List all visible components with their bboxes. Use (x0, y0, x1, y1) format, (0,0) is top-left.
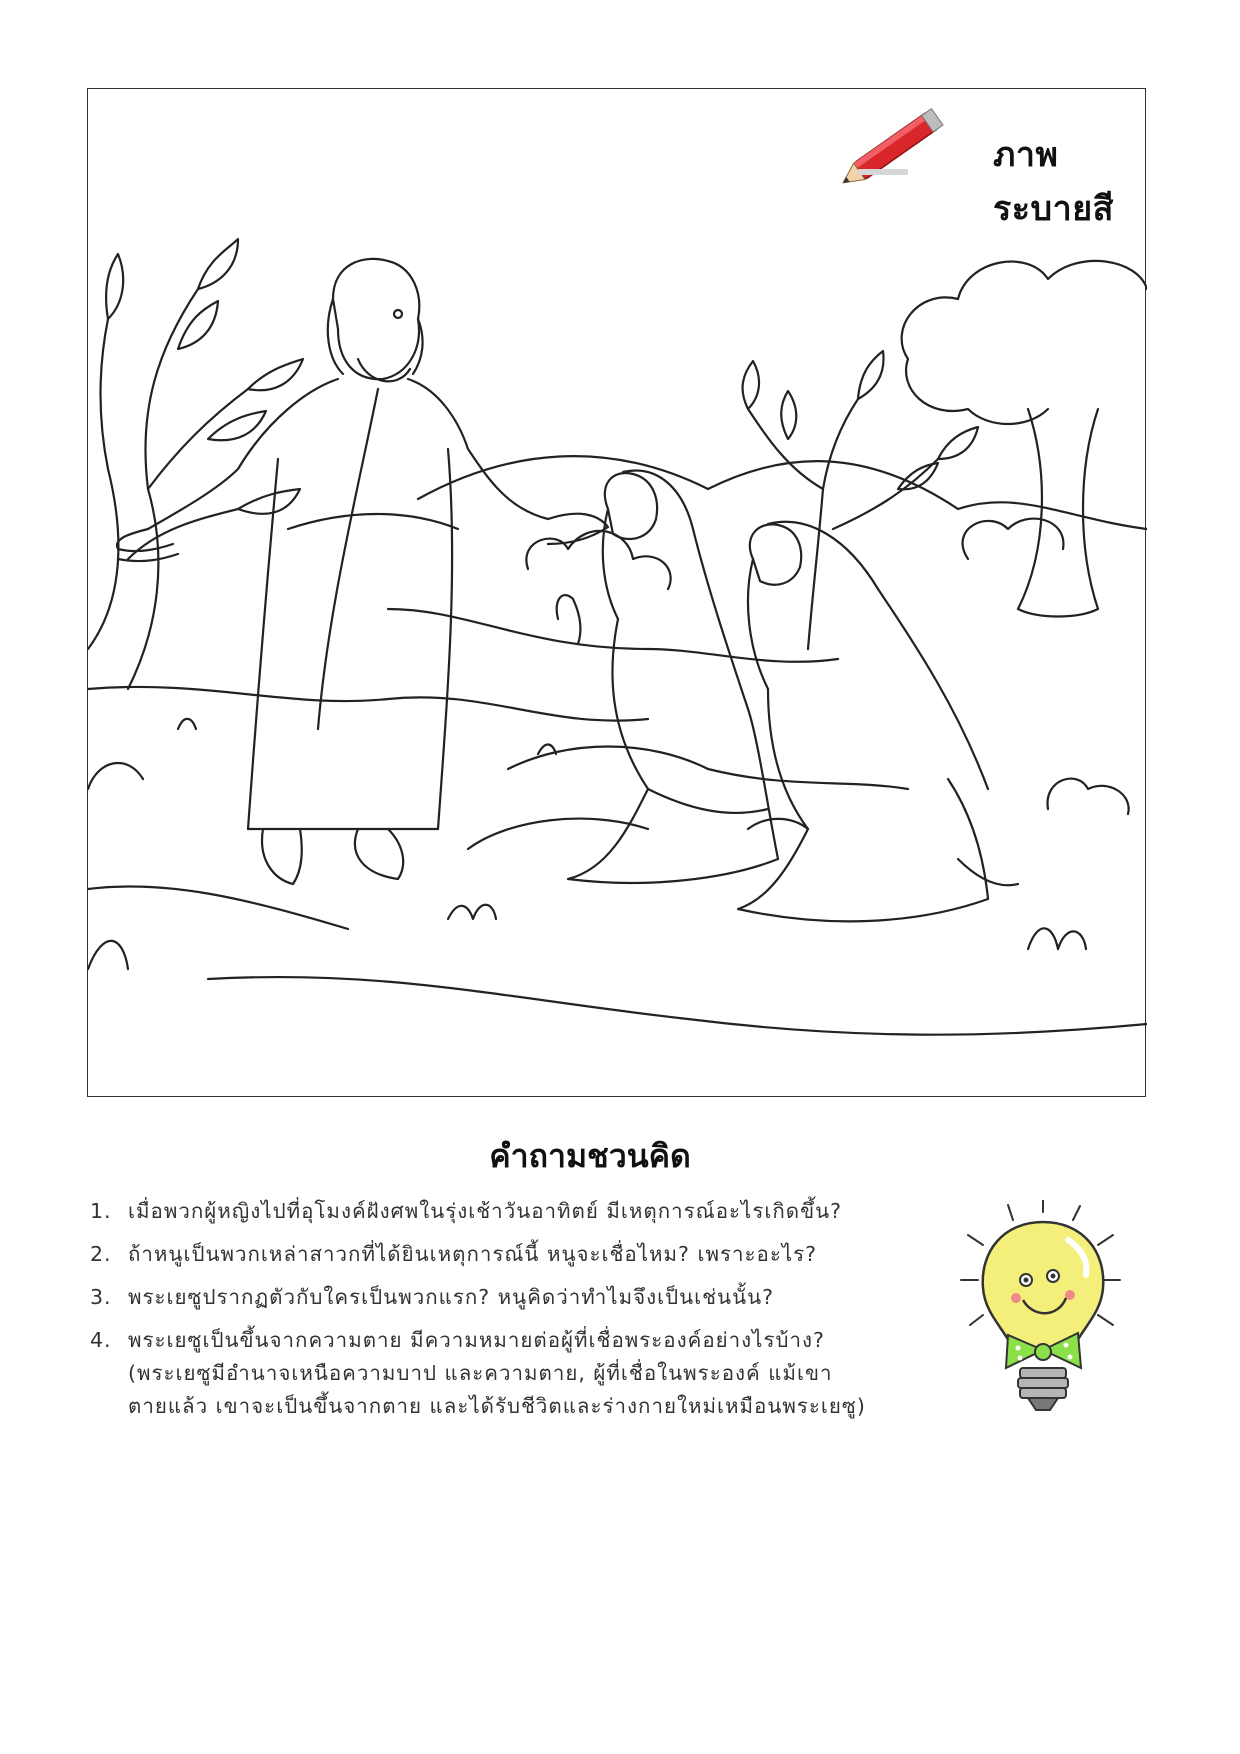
woman2-hands (748, 819, 808, 829)
jesus-head (333, 259, 419, 379)
ground-line (208, 977, 1147, 1035)
woman1-veil (603, 471, 748, 709)
question-item (90, 1324, 950, 1423)
leaf (248, 359, 303, 390)
pencil-icon (828, 93, 998, 193)
leaf (781, 391, 796, 439)
path-edge (508, 747, 908, 790)
leaf (238, 489, 300, 514)
question-item (90, 1281, 950, 1314)
question-item (90, 1238, 950, 1271)
questions-list (90, 1195, 950, 1433)
question-number: 2. (90, 1242, 112, 1266)
bush (963, 519, 1064, 559)
question-answer-note: ตายแล้ว เขาจะเป็นขึ้นจากตาย และได้รับชีวิตและร่างกายใหม่เหมือนพระเยซู) (128, 1394, 866, 1418)
jesus-robe (248, 449, 452, 829)
question-text: เมื่อพวกผู้หญิงไปที่อุโมงค์ฝังศพในรุ่งเช้าวันอาทิตย์ มีเหตุการณ์อะไรเกิดขึ้น? (128, 1199, 842, 1223)
ground-line (88, 886, 348, 929)
leaf (743, 361, 759, 409)
left-tree-branches (101, 319, 249, 559)
coloring-picture-frame (87, 88, 1146, 1097)
grass-tuft (178, 719, 196, 729)
ground-line (88, 687, 648, 721)
leaf (178, 301, 218, 349)
leaf (198, 239, 238, 289)
grass-tuft (448, 905, 496, 919)
question-text: พระเยซูปรากฏตัวกับใครเป็นพวกแรก? หนูคิดว่าทำไมจึงเป็นเช่นนั้น? (128, 1285, 774, 1309)
question-number: 1. (90, 1199, 112, 1223)
woman1-head (605, 473, 657, 539)
jesus-robe (148, 379, 548, 529)
jesus-sash (288, 389, 458, 729)
woman1-hands (557, 595, 581, 644)
question-number: 3. (90, 1285, 112, 1309)
right-tree-trunk (1018, 409, 1098, 617)
bush (526, 531, 670, 589)
lightbulb-icon (958, 1200, 1128, 1420)
woman2-head (750, 524, 801, 584)
jesus-feet (262, 829, 403, 884)
woman2-veil (748, 522, 988, 789)
bulb-cheek (1011, 1293, 1021, 1303)
bulb-screw-base (1018, 1368, 1068, 1410)
bush (1048, 779, 1129, 814)
bulb-glass (983, 1222, 1104, 1350)
bush (88, 763, 143, 789)
grass-tuft (88, 941, 128, 969)
question-item (90, 1195, 950, 1228)
question-text: พระเยซูเป็นขึ้นจากความตาย มีความหมายต่อผู้ที่เชื่อพระองค์อย่างไรบ้าง? (128, 1328, 825, 1352)
right-tree-crown (902, 261, 1147, 359)
leaf (858, 351, 884, 399)
jesus-eye (394, 310, 402, 318)
questions-heading: คำถามชวนคิด (489, 1137, 691, 1175)
jesus-left-hand (117, 529, 178, 561)
woman2-feet (958, 859, 1018, 885)
badge-title: ภาพระบายสี (993, 135, 1114, 229)
question-number: 4. (90, 1328, 112, 1352)
question-answer-note: (พระเยซูมีอำนาจเหนือความบาป และความตาย, ผู้ที่เชื่อในพระองค์ แม้เขา (128, 1361, 833, 1385)
leaf (106, 254, 123, 319)
path-edge (468, 819, 648, 849)
woman1-robe-fold (648, 789, 768, 813)
woman2-body (738, 689, 988, 921)
coloring-badge (828, 93, 1128, 229)
question-text: ถ้าหนูเป็นพวกเหล่าสาวกที่ได้ยินเหตุการณ์นี้ หนูจะเชื่อไหม? เพราะอะไร? (128, 1242, 818, 1266)
coloring-scene (88, 89, 1147, 1098)
grass-tuft (1028, 928, 1086, 949)
right-tree-crown (906, 359, 1048, 424)
leaf (938, 427, 978, 459)
